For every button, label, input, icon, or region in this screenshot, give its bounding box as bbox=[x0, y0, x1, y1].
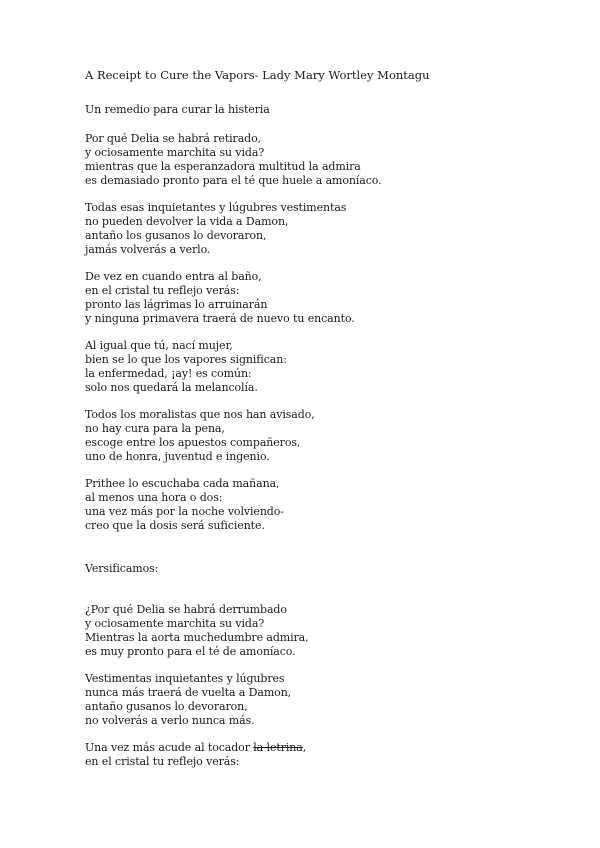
verse-line: antaño gusanos lo devoraron, bbox=[85, 700, 248, 713]
verse-line: jamás volverás a verlo. bbox=[85, 243, 211, 256]
verse-punctuation: , bbox=[302, 741, 307, 754]
verse-line: Vestimentas inquietantes y lúgubres bbox=[85, 672, 285, 685]
verse-line: Por qué Delia se habrá retirado, bbox=[85, 132, 262, 145]
verse-line: no hay cura para la pena, bbox=[85, 422, 225, 435]
verse-line: bien se lo que los vapores significan: bbox=[85, 353, 287, 366]
verse-line: antaño los gusanos lo devoraron, bbox=[85, 229, 267, 242]
verse-line: y ociosamente marchita su vida? bbox=[85, 146, 265, 159]
verse-line: no pueden devolver la vida a Damon, bbox=[85, 215, 289, 228]
verse-line: Todas esas inquietantes y lúgubres vestimentas bbox=[85, 201, 347, 214]
struck-word: la letrina bbox=[253, 741, 303, 754]
verse-line: ¿Por qué Delia se habrá derrumbado bbox=[85, 603, 287, 616]
verse-line: Todos los moralistas que nos han avisado, bbox=[85, 408, 315, 421]
verse-line: una vez más por la noche volviendo- bbox=[85, 505, 284, 518]
verse-line: y ninguna primavera traerá de nuevo tu encanto. bbox=[85, 312, 355, 325]
verse-line: en el cristal tu reflejo verás: bbox=[85, 755, 240, 768]
verse-line: no volverás a verlo nunca más. bbox=[85, 714, 255, 727]
verse-line: es muy pronto para el té de amoníaco. bbox=[85, 645, 296, 658]
verse-line: la enfermedad, ¡ay! es común: bbox=[85, 367, 252, 380]
verse-line: nunca más traerá de vuelta a Damon, bbox=[85, 686, 292, 699]
verse-line: pronto las lágrimas lo arruinarán bbox=[85, 298, 268, 311]
verse-line-with-correction bbox=[85, 741, 306, 755]
verse-line: mientras que la esperanzadora multitud la admira bbox=[85, 160, 361, 173]
subtitle: Un remedio para curar la histeria bbox=[85, 103, 270, 116]
verse-line: Al igual que tú, nací mujer, bbox=[85, 339, 233, 352]
verse-line: creo que la dosis será suficiente. bbox=[85, 519, 265, 532]
verse-line: Mientras la aorta muchedumbre admira, bbox=[85, 631, 309, 644]
document-title: A Receipt to Cure the Vapors- Lady Mary Wortley Montagu bbox=[85, 68, 430, 82]
verse-line: uno de honra, juventud e ingenio. bbox=[85, 450, 270, 463]
verse-line: en el cristal tu reflejo verás: bbox=[85, 284, 240, 297]
verse-line: es demasiado pronto para el té que huele a amoníaco. bbox=[85, 174, 382, 187]
verse-line: solo nos quedará la melancolía. bbox=[85, 381, 258, 394]
versify-heading: Versificamos: bbox=[85, 562, 159, 575]
verse-line: Prithee lo escuchaba cada mañana, bbox=[85, 477, 280, 490]
verse-line: escoge entre los apuestos compañeros, bbox=[85, 436, 301, 449]
verse-text: Una vez más acude al tocador bbox=[85, 741, 254, 754]
verse-line: al menos una hora o dos: bbox=[85, 491, 223, 504]
verse-line: y ociosamente marchita su vida? bbox=[85, 617, 265, 630]
verse-line: De vez en cuando entra al baño, bbox=[85, 270, 262, 283]
